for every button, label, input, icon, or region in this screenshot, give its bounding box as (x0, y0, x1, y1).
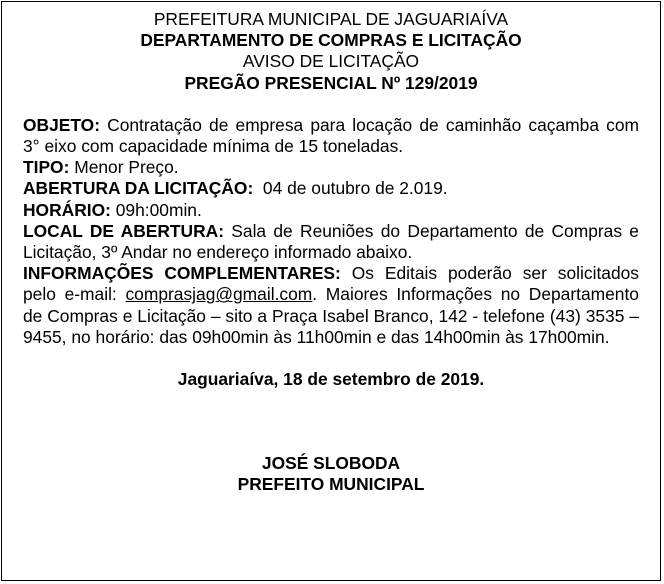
informacoes-text-after: . Maiores Informações no Departamento de Compras e Licitação – sito a Praça Isabel Branco, 142 - telefone (43) 3535 – 9455, no horário: das 09h00min às 11h00min e das 14h00min às 17h00min. (23, 284, 639, 347)
horario-label: HORÁRIO: (23, 199, 111, 220)
tipo-paragraph (23, 157, 639, 178)
objeto-paragraph (23, 115, 639, 157)
issuer-name: PREFEITURA MUNICIPAL DE JAGUARIAÍVA (153, 9, 509, 29)
date-line: Jaguariaíva, 18 de setembro de 2019. (177, 369, 485, 390)
notice-type: AVISO DE LICITAÇÃO (242, 51, 420, 72)
signature-block (23, 453, 639, 495)
tipo-label: TIPO: (23, 157, 70, 178)
objeto-label: OBJETO: (23, 114, 100, 135)
tipo-text: Menor Preço. (74, 157, 179, 178)
notice-frame (1, 1, 661, 581)
informacoes-paragraph (23, 263, 639, 348)
horario-text: 09h:00min. (115, 199, 202, 220)
objeto-text: Contratação de empresa para locação de caminhão caçamba com 3° eixo com capacidade mínima de 15 toneladas. (23, 114, 639, 157)
abertura-text: 04 de outubro de 2.019. (262, 178, 448, 199)
signatory-title: PREFEITO MUNICIPAL (237, 474, 425, 495)
informacoes-label: INFORMAÇÕES COMPLEMENTARES: (23, 263, 341, 284)
abertura-paragraph (23, 178, 639, 199)
signatory-name: JOSÉ SLOBODA (261, 453, 401, 474)
notice-header (2, 9, 660, 94)
local-text: Sala de Reuniões do Departamento de Compras e Licitação, 3º Andar no endereço informado abaixo. (23, 220, 639, 263)
department-name: DEPARTAMENTO DE COMPRAS E LICITAÇÃO (140, 30, 522, 51)
email-link[interactable]: comprasjag@gmail.com (125, 284, 313, 305)
informacoes-text-before: Os Editais poderão ser solicitados pelo e-mail: (23, 263, 639, 305)
notice-number: PREGÃO PRESENCIAL Nº 129/2019 (184, 72, 478, 93)
local-label: LOCAL DE ABERTURA: (23, 220, 225, 241)
local-paragraph (23, 221, 639, 263)
horario-paragraph (23, 200, 639, 221)
abertura-label: ABERTURA DA LICITAÇÃO: (23, 178, 254, 199)
notice-body (2, 115, 660, 496)
